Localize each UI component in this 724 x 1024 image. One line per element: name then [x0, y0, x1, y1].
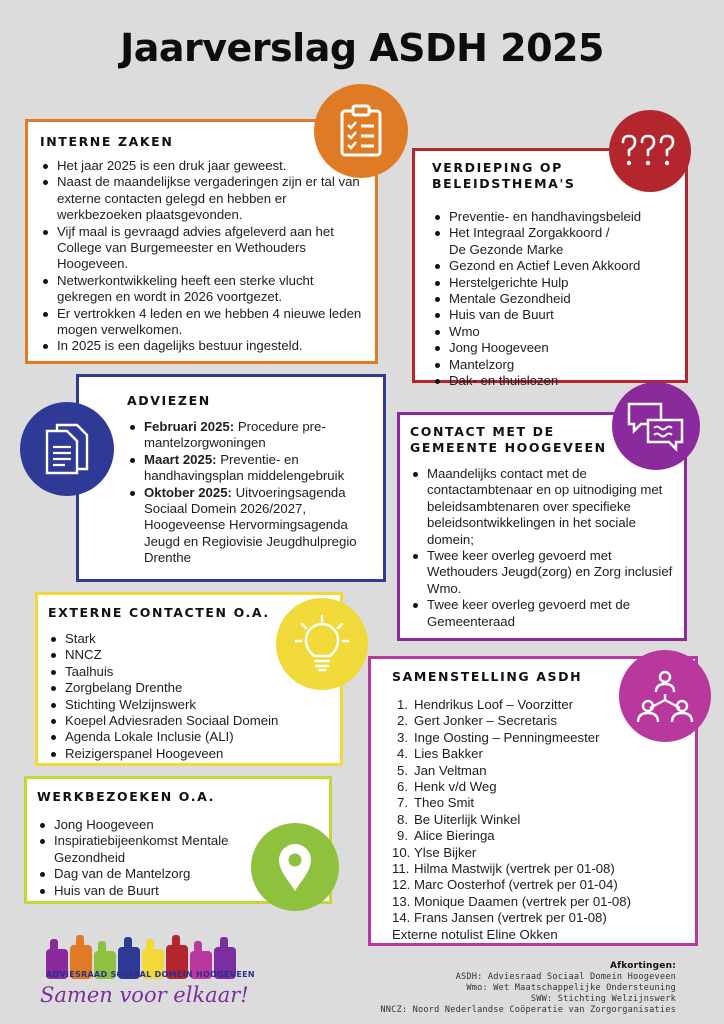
list-item-continuation: De Gezonde Marke	[449, 241, 564, 257]
list-item: Taalhuis	[48, 664, 332, 680]
page-title: Jaarverslag ASDH 2025	[120, 26, 604, 70]
list-item: Huis van de Buurt	[37, 883, 247, 899]
abbreviation: NNCZ: Noord Nederlandse Coöperatie van Zorgorganisaties	[380, 1005, 676, 1015]
slogan: Samen voor elkaar!	[40, 983, 249, 1007]
list-item: Preventie- en handhavingsbeleid	[432, 209, 677, 225]
werkbezoeken-heading: WERKBEZOEKEN O.A.	[37, 789, 215, 804]
list-item: Stichting Welzijnswerk	[48, 697, 332, 713]
documents-icon	[20, 402, 114, 496]
list-item: Netwerkontwikkeling heeft een sterke vlucht gekregen en wordt in 2026 voortgezet.	[40, 273, 365, 306]
list-item: In 2025 is een dagelijks bestuur ingesteld.	[40, 338, 365, 354]
list-item: Twee keer overleg gevoerd met de Gemeenteraad	[410, 597, 676, 630]
list-item: Koepel Adviesraden Sociaal Domein	[48, 713, 332, 729]
member-item: 2. Gert Jonker – Secretaris	[397, 713, 557, 729]
chat-bubbles-icon	[612, 382, 700, 470]
member-item: 7. Theo Smit	[397, 795, 475, 811]
list-item: Het Integraal Zorgakkoord /	[432, 225, 677, 241]
list-item: Huis van de Buurt	[432, 307, 677, 323]
member-item: 13. Monique Daamen (vertrek per 01-08)	[392, 893, 631, 909]
people-network-icon	[619, 650, 711, 742]
adviezen-box	[76, 374, 386, 582]
member-item: 9. Alice Bieringa	[397, 828, 495, 844]
abbreviation: Wmo: Wet Maatschappelijke Ondersteuning	[466, 983, 676, 993]
logo-text: ADVIESRAAD SOCIAAL DOMEIN HOOGEVEEN	[46, 970, 255, 979]
member-item: 10. Ylse Bijker	[392, 844, 477, 860]
list-item: Wmo	[432, 324, 677, 340]
location-pin-icon	[251, 823, 339, 911]
list-item: Dak- en thuislozen	[432, 373, 677, 389]
member-item: 12. Marc Oosterhof (vertrek per 01-04)	[392, 877, 618, 893]
heading-line: CONTACT MET DE	[410, 424, 555, 439]
clipboard-checklist-icon	[314, 84, 408, 178]
member-item: 8. Be Uiterlijk Winkel	[397, 811, 521, 827]
list-item: Zorgbelang Drenthe	[48, 680, 332, 696]
samenstelling-heading: SAMENSTELLING ASDH	[392, 669, 583, 684]
member-item: 1. Hendrikus Loof – Voorzitter	[397, 697, 574, 712]
externe-heading: EXTERNE CONTACTEN O.A.	[48, 605, 270, 620]
member-item: 5. Jan Veltman	[397, 762, 487, 778]
abbreviations	[380, 961, 676, 1016]
list-item: Twee keer overleg gevoerd met Wethouders Jeugd(zorg) en Zorg inclusief Wmo.	[410, 548, 676, 597]
member-item: 14. Frans Jansen (vertrek per 01-08)	[392, 910, 607, 926]
heading-line: GEMEENTE HOOGEVEEN	[410, 440, 607, 455]
list-item: Inspiratiebijeenkomst Mentale Gezondheid	[37, 833, 247, 866]
list-item: Jong Hoogeveen	[37, 817, 247, 833]
lightbulb-icon	[276, 598, 368, 690]
interne-zaken-heading: INTERNE ZAKEN	[40, 134, 174, 149]
list-item: Maandelijks contact met de contactambtenaar en op uitnodiging met beleidsambtenaren over specifieke beleidsontwikkelingen in het sociale domein;	[410, 466, 676, 548]
abbreviation: SWW: Stichting Welzijnswerk	[530, 994, 676, 1004]
notulist: Externe notulist Eline Okken	[392, 926, 558, 942]
list-item: Februari 2025: Procedure pre-mantelzorgwoningen	[127, 419, 375, 452]
list-item: NNCZ	[48, 647, 332, 663]
list-item: Mantelzorg	[432, 357, 677, 373]
question-marks-icon	[609, 110, 691, 192]
list-item: Reizigerspanel Hoogeveen	[48, 746, 332, 762]
list-item: Oktober 2025: Uitvoeringsagenda Sociaal Domein 2026/2027, Hoogeveense Hervormingsagenda Jeugd en Regiovisie Jeugdhulpregio Drenthe	[127, 485, 375, 567]
member-item: 6. Henk v/d Weg	[397, 779, 497, 795]
list-item: Herstelgerichte Hulp	[432, 275, 677, 291]
list-item: Agenda Lokale Inclusie (ALI)	[48, 729, 332, 745]
heading-line: BELEIDSTHEMA'S	[432, 176, 576, 191]
list-item: Het jaar 2025 is een druk jaar geweest.	[40, 158, 365, 174]
list-item: Dag van de Mantelzorg	[37, 866, 247, 882]
abbreviation: ASDH: Adviesraad Sociaal Domein Hoogeveen	[455, 972, 676, 982]
member-item: 4. Lies Bakker	[397, 746, 483, 762]
list-item: Vijf maal is gevraagd advies afgeleverd aan het College van Burgemeester en Wethouders Hoogeveen.	[40, 224, 365, 273]
heading-line: VERDIEPING OP	[432, 160, 563, 175]
member-item: 3. Inge Oosting – Penningmeester	[397, 729, 600, 745]
list-item: Mentale Gezondheid	[432, 291, 677, 307]
adviezen-heading: ADVIEZEN	[127, 393, 211, 408]
list-item: Gezond en Actief Leven Akkoord	[432, 258, 677, 274]
abbreviations-heading: Afkortingen:	[610, 961, 676, 971]
list-item: Er vertrokken 4 leden en we hebben 4 nieuwe leden mogen verwelkomen.	[40, 306, 365, 339]
list-item: Maart 2025: Preventie- en handhavingsplan middelengebruik	[127, 452, 375, 485]
list-item: Jong Hoogeveen	[432, 340, 677, 356]
list-item: Naast de maandelijkse vergaderingen zijn er tal van externe contacten gelegd en hebben er werkbezoeken plaatsgevonden.	[40, 174, 365, 223]
member-item: 11. Hilma Mastwijk (vertrek per 01-08)	[392, 861, 615, 877]
list-item: Stark	[48, 631, 332, 647]
